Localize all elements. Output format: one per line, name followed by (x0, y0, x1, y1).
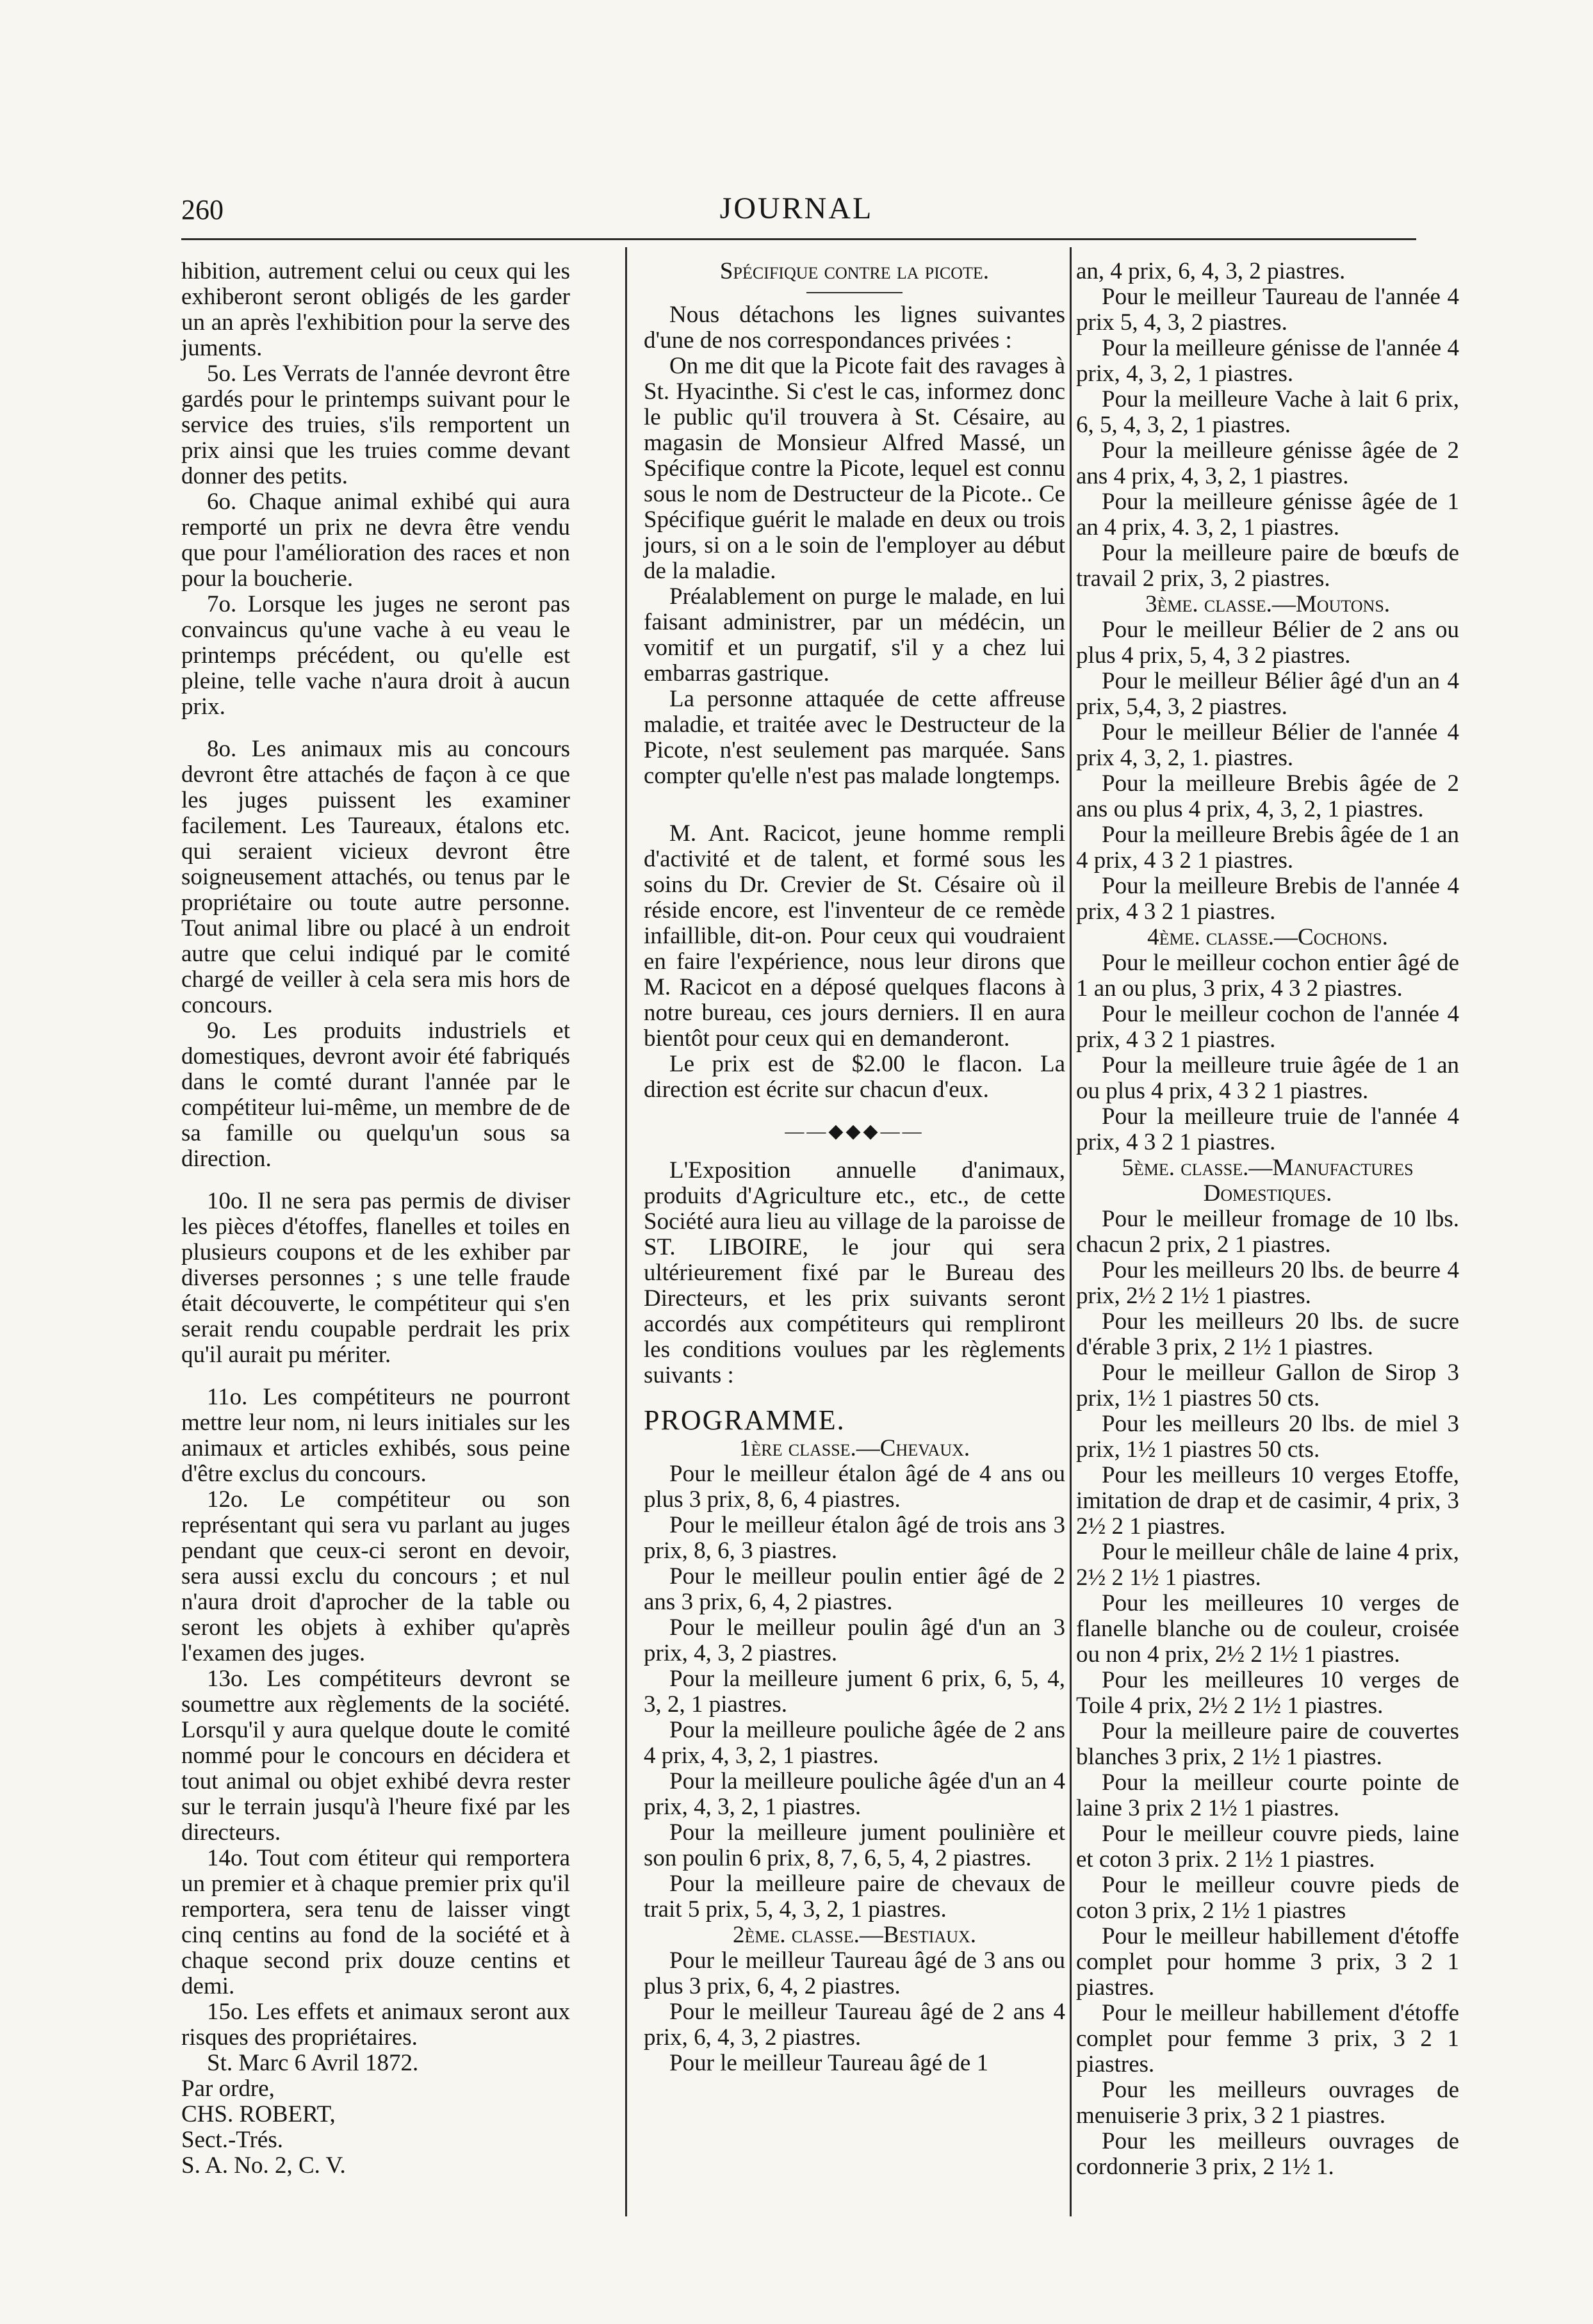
prize-entry: Pour le meilleur poulin âgé d'un an 3 prix, 4, 3, 2 piastres. (644, 1614, 1065, 1666)
rule-paragraph: 15o. Les effets et animaux seront aux risques des propriétaires. (181, 1999, 570, 2051)
rule-paragraph: 8o. Les animaux mis au concours devront être attachés de façon à ce que les juges puissent les examiner facilement. Les Taureaux, étalons etc. qui seraient vicieux devront être soigneusement attachés, ou tenus par le propriétaire ou toute autre personne. Tout animal libre ou placé à un endroit autre que celui indiqué par le comité chargé de veiller à cela sera mis hors de concours. (181, 736, 570, 1018)
prize-entry: Pour la meilleure Brebis âgée de 1 an 4 prix, 4 3 2 1 piastres. (1076, 822, 1459, 874)
class-heading: 2ème. classe.—Bestiaux. (732, 1922, 977, 1948)
article-paragraph: Préalablement on purge le malade, en lui faisant administrer, par un médécin, un vomitif et un purgatif, s'il y a chez lui embarras gastrique. (644, 583, 1065, 687)
prize-entry: Pour le meilleur étalon âgé de 4 ans ou plus 3 prix, 8, 6, 4 piastres. (644, 1461, 1065, 1513)
rule-paragraph: 10o. Il ne sera pas permis de diviser les pièces d'étoffes, flanelles et toiles en plusieurs coupons et de les exhiber par diverses personnes ; s une telle fraude était découverte, le compétiteur qui s'en serait rendu coupable perdrait les prix qu'il aurait pu mériter. (181, 1188, 570, 1368)
prize-entry: an, 4 prix, 6, 4, 3, 2 piastres. (1076, 258, 1346, 284)
prize-entry: Pour le meilleur Gallon de Sirop 3 prix, 1½ 1 piastres 50 cts. (1076, 1360, 1459, 1411)
prize-entry: Pour la meilleure jument poulinière et son poulin 6 prix, 8, 7, 6, 5, 4, 2 piastres. (644, 1819, 1065, 1871)
prize-entry: Pour la meilleure génisse de l'année 4 prix, 4, 3, 2, 1 piastres. (1076, 335, 1459, 387)
prize-entry: Pour les meilleurs 10 verges Etoffe, imitation de drap et de casimir, 4 prix, 3 2½ 2 1 piastres. (1076, 1462, 1459, 1540)
rule-paragraph: 13o. Les compétiteurs devront se soumettre aux règlements de la société. Lorsqu'il y aura quelque doute le comité nommé pour le concours en décidera et tout animal ou objet exhibé devra rester sur le terrain jusqu'à l'heure fixé par les directeurs. (181, 1666, 570, 1846)
class-heading: 1ère classe.—Chevaux. (739, 1435, 970, 1461)
program-title: PROGRAMME. (644, 1404, 846, 1436)
column-articles (644, 259, 1065, 2076)
exposition-paragraph: L'Exposition annuelle d'animaux, produits d'Agriculture etc., etc., de cette Société aura lieu au village de la paroisse de ST. LIBOIRE, le jour qui sera ultérieurement fixé par le Bureau des Directeurs, et les prix suivants seront accordés aux compétiteurs qui rempliront les conditions voulues par les règlements suivants : (644, 1157, 1065, 1388)
signature-place-date: St. Marc 6 Avril 1872. (207, 2050, 419, 2076)
prize-entry: Pour le meilleur Taureau âgé de 2 ans 4 prix, 6, 4, 3, 2 piastres. (644, 1999, 1065, 2051)
prize-entry: Pour la meilleure Brebis de l'année 4 prix, 4 3 2 1 piastres. (1076, 873, 1459, 925)
column-divider-1 (625, 247, 627, 2216)
prize-entry: Pour la meilleur courte pointe de laine 3 prix 2 1½ 1 piastres. (1076, 1769, 1459, 1821)
prize-entry: Pour la meilleure paire de couvertes blanches 3 prix, 2 1½ 1 piastres. (1076, 1718, 1459, 1770)
prize-entry: Pour les meilleurs ouvrages de cordonnerie 3 prix, 2 1½ 1. (1076, 2128, 1459, 2180)
article-paragraph: Le prix est de $2.00 le flacon. La direction est écrite sur chacun d'eux. (644, 1051, 1065, 1103)
prize-entry: Pour le meilleur Taureau âgé de 1 (669, 2050, 989, 2076)
column-divider-2 (1070, 247, 1072, 2216)
signature-name: CHS. ROBERT, (181, 2101, 336, 2127)
prize-entry: Pour la meilleure pouliche âgée d'un an 4 prix, 4, 3, 2, 1 piastres. (644, 1768, 1065, 1820)
prize-entry: Pour le meilleur couvre pieds de coton 3 prix, 2 1½ 1 piastres (1076, 1872, 1459, 1924)
prize-entry: Pour les meilleurs ouvrages de menuiserie 3 prix, 3 2 1 piastres. (1076, 2077, 1459, 2129)
prize-entry: Pour les meilleurs 20 lbs. de sucre d'érable 3 prix, 2 1½ 1 piastres. (1076, 1308, 1459, 1360)
prize-entry: Pour le meilleur cochon entier âgé de 1 an ou plus, 3 prix, 4 3 2 piastres. (1076, 950, 1459, 1002)
article-paragraph: On me dit que la Picote fait des ravages à St. Hyacinthe. Si c'est le cas, informez donc le public qu'il trouvera à St. Césaire, au magasin de Monsieur Alfred Massé, un Spécifique contre la Picote, lequel est connu sous le nom de Destructeur de la Picote.. Ce Spécifique guérit le malade en deux ou trois jours, si on a le soin de l'employer au début de la maladie. (644, 353, 1065, 584)
prize-entry: Pour la meilleure génisse âgée de 1 an 4 prix, 4. 3, 2, 1 piastres. (1076, 489, 1459, 540)
prize-entry: Pour le meilleur Bélier âgé d'un an 4 prix, 5,4, 3, 2 piastres. (1076, 668, 1459, 720)
rule-paragraph: 5o. Les Verrats de l'année devront être gardés pour le printemps suivant pour le service des truies, s'ils remportent un prix ainsi que les truies comme devant donner des petits. (181, 361, 570, 489)
prize-entry: Pour la meilleure génisse âgée de 2 ans 4 prix, 4, 3, 2, 1 piastres. (1076, 437, 1459, 489)
prize-entry: Pour le meilleur cochon de l'année 4 prix, 4 3 2 1 piastres. (1076, 1001, 1459, 1053)
heading-rule (806, 292, 903, 293)
prize-entry: Pour la meilleure jument 6 prix, 6, 5, 4, 3, 2, 1 piastres. (644, 1666, 1065, 1718)
prize-entry: Pour le meilleur Taureau âgé de 3 ans ou plus 3 prix, 6, 4, 2 piastres. (644, 1947, 1065, 1999)
class-heading: 3ème. classe.—Moutons. (1145, 591, 1391, 617)
article-paragraph: M. Ant. Racicot, jeune homme rempli d'activité et de talent, et formé sous les soins du Dr. Crevier de St. Césaire où il réside encore, est l'inventeur de ce remède infaillible, dit-on. Pour ceux qui voudraient en faire l'expérience, nous leur dirons que M. Racicot en a déposé quelques flacons à notre bureau, ces jours derniers. Il en aura bientôt pour ceux qui en demanderont. (644, 820, 1065, 1052)
rule-paragraph: 7o. Lorsque les juges ne seront pas convaincus qu'une vache à eu veau le printemps précédent, ou qu'elle est pleine, telle vache n'aura droit à aucun prix. (181, 591, 570, 720)
rule-paragraph: 6o. Chaque animal exhibé qui aura remporté un prix ne devra être vendu que pour l'amélioration des races et non pour la boucherie. (181, 489, 570, 592)
prize-entry: Pour le meilleur Bélier de l'année 4 prix 4, 3, 2, 1. piastres. (1076, 719, 1459, 771)
prize-entry: Pour la meilleure pouliche âgée de 2 ans 4 prix, 4, 3, 2, 1 piastres. (644, 1717, 1065, 1769)
prize-entry: Pour les meilleurs 20 lbs. de beurre 4 prix, 2½ 2 1½ 1 piastres. (1076, 1257, 1459, 1309)
prize-entry: Pour le meilleur fromage de 10 lbs. chacun 2 prix, 2 1 piastres. (1076, 1206, 1459, 1258)
rule-paragraph: hibition, autrement celui ou ceux qui les exhiberont seront obligés de les garder un an après l'exhibition pour la serve des juments. (181, 258, 570, 361)
rule-paragraph: 9o. Les produits industriels et domestiques, devront avoir été fabriqués dans le comté durant l'année par le compétiteur lui-même, un membre de de sa famille ou quelqu'un sous sa direction. (181, 1018, 570, 1172)
prize-entry: Pour le meilleur Taureau de l'année 4 prix 5, 4, 3, 2 piastres. (1076, 284, 1459, 336)
prize-entry: Pour le meilleur habillement d'étoffe complet pour femme 3 prix, 3 2 1 piastres. (1076, 2000, 1459, 2077)
article-paragraph: Nous détachons les lignes suivantes d'une de nos correspondances privées : (644, 302, 1065, 353)
prize-entry: Pour les meilleures 10 verges de Toile 4 prix, 2½ 2 1½ 1 piastres. (1076, 1667, 1459, 1719)
column-rules (181, 259, 570, 2179)
article-paragraph: La personne attaquée de cette affreuse maladie, et traitée avec le Destructeur de la Picote, n'est seulement pas marquée. Sans compter qu'elle n'est pas malade longtemps. (644, 686, 1065, 789)
prize-entry: Pour le meilleur Bélier de 2 ans ou plus 4 prix, 5, 4, 3 2 piastres. (1076, 617, 1459, 669)
class-heading: 4ème. classe.—Cochons. (1147, 924, 1388, 950)
prize-entry: Pour le meilleur couvre pieds, laine et coton 3 prix. 2 1½ 1 piastres. (1076, 1821, 1459, 1873)
prize-entry: Pour la meilleure Vache à lait 6 prix, 6, 5, 4, 3, 2, 1 piastres. (1076, 386, 1459, 438)
header-rule (181, 238, 1416, 240)
prize-entry: Pour le meilleur poulin entier âgé de 2 ans 3 prix, 6, 4, 2 piastres. (644, 1563, 1065, 1615)
prize-entry: Pour la meilleure paire de bœufs de travail 2 prix, 3, 2 piastres. (1076, 540, 1459, 592)
section-ornament: ——◆◆◆—— (785, 1121, 924, 1142)
article-heading: Spécifique contre la picote. (719, 258, 990, 284)
rule-paragraph: 11o. Les compétiteurs ne pourront mettre leur nom, ni leurs initiales sur les animaux et articles exhibés, sous peine d'être exclus du concours. (181, 1384, 570, 1487)
signature-ref: S. A. No. 2, C. V. (181, 2152, 346, 2179)
prize-entry: Pour le meilleur étalon âgé de trois ans 3 prix, 8, 6, 3 piastres. (644, 1512, 1065, 1564)
prize-entry: Pour la meilleure truie âgée de 1 an ou plus 4 prix, 4 3 2 1 piastres. (1076, 1052, 1459, 1104)
running-head: JOURNAL (719, 191, 874, 225)
prize-entry: Pour la meilleure Brebis âgée de 2 ans ou plus 4 prix, 4, 3, 2, 1 piastres. (1076, 770, 1459, 822)
page-number: 260 (181, 194, 224, 225)
prize-entry: Pour le meilleur habillement d'étoffe complet pour homme 3 prix, 3 2 1 piastres. (1076, 1923, 1459, 2001)
prize-entry: Pour les meilleurs 20 lbs. de miel 3 prix, 1½ 1 piastres 50 cts. (1076, 1411, 1459, 1463)
prize-entry: Pour la meilleure paire de chevaux de trait 5 prix, 5, 4, 3, 2, 1 piastres. (644, 1871, 1065, 1922)
class-heading: 5ème. classe.—Manufactures Domestiques. (1122, 1155, 1414, 1207)
prize-entry: Pour la meilleure truie de l'année 4 prix, 4 3 2 1 piastres. (1076, 1103, 1459, 1155)
signature-title: Sect.-Trés. (181, 2127, 283, 2153)
signature-by-order: Par ordre, (181, 2076, 275, 2102)
rule-paragraph: 14o. Tout com étiteur qui remportera un premier et à chaque premier prix qu'il remportera, sera tenu de laisser vingt cinq centins au fond de la société et à chaque second prix douze centins et demi. (181, 1845, 570, 1999)
prize-entry: Pour les meilleures 10 verges de flanelle blanche ou de couleur, croisée ou non 4 prix, 2½ 2 1½ 1 piastres. (1076, 1590, 1459, 1668)
prize-entry: Pour le meilleur châle de laine 4 prix, 2½ 2 1½ 1 piastres. (1076, 1539, 1459, 1591)
column-prizes (1076, 259, 1459, 2180)
rule-paragraph: 12o. Le compétiteur ou son représentant qui sera vu parlant au juges pendant que ceux-ci seront en devoir, sera aussi exclu du concours ; et nul n'aura droit d'aprocher de la table ou seront les objets à exhiber qu'après l'examen des juges. (181, 1486, 570, 1666)
